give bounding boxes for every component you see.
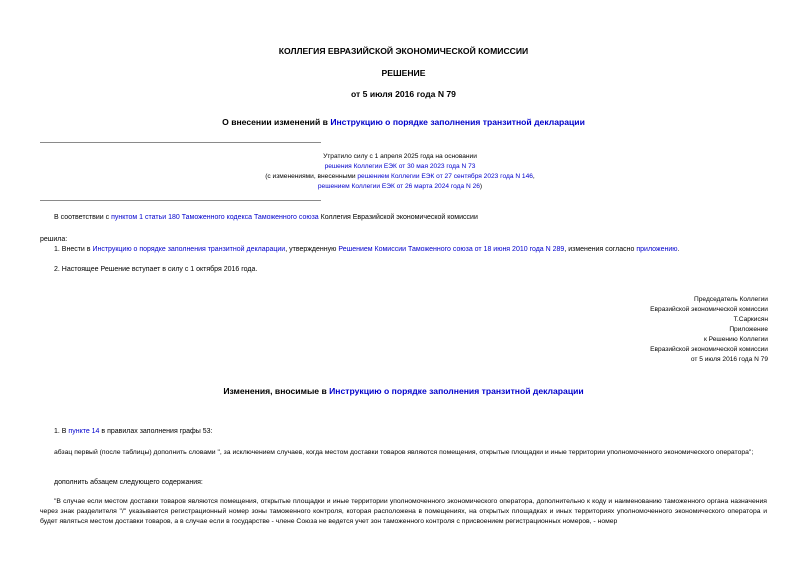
validity-link-1[interactable]: решения Коллегии ЕЭК от 30 мая 2023 года N 73	[324, 163, 476, 170]
annex-p1-link[interactable]: пункте 14	[68, 428, 100, 435]
doc-org: КОЛЛЕГИЯ ЕВРАЗИЙСКОЙ ЭКОНОМИЧЕСКОЙ КОМИССИИ	[278, 46, 529, 56]
item-2: 2. Настоящее Решение вступает в силу с 1 октября 2016 года.	[54, 266, 258, 273]
validity-link-2[interactable]: решением Коллегии ЕЭК от 27 сентября 2023 года N 146	[357, 173, 533, 180]
decided: решила:	[40, 236, 68, 243]
doc-title-prefix: О внесении изменений в	[222, 117, 331, 127]
item-1: 1. Внести в Инструкцию о порядке заполнения транзитной декларации, утвержденную Решением Комиссии Таможенного союза от 18 июня 2010 года N 289, изменения согласно приложению.	[54, 246, 680, 253]
item1-link-instruction[interactable]: Инструкцию о порядке заполнения транзитной декларации	[92, 246, 286, 253]
sig-line6: Евразийской экономической комиссии	[650, 346, 768, 353]
annex-p2: абзац первый (после таблицы) дополнить словами ", за исключением случаев, когда местом доставки товаров являются помещения, открытые площадки и иные территории уполномоченного экономического оператора";	[54, 449, 754, 456]
sig-line4: Приложение	[729, 326, 768, 333]
divider-top	[40, 142, 321, 143]
doc-title	[0, 117, 807, 127]
annex-p1: 1. В пункте 14 в правилах заполнения графы 53:	[54, 428, 213, 435]
annex-p4: "В случае если местом доставки товаров являются помещения, открытые площадки и иные территории уполномоченного экономического оператора, дополнительно к коду и наименованию таможенного органа назначения через знак разделителя "/" указывается регистрационный номер зоны таможенного контроля, которая расположена в помещениях, на открытых площадках и иных территориях уполномоченного экономического оператора и будет являться местом доставки товаров, а в случае если в государстве - члене Союза не ведется учет зон таможенного контроля с присвоением регистрационных номеров, - номер	[40, 498, 767, 525]
item1-link-decision[interactable]: Решением Комиссии Таможенного союза от 18 июня 2010 года N 289	[338, 246, 565, 253]
validity-line3: (с изменениями, внесенными решением Коллегии ЕЭК от 27 сентября 2023 года N 146,	[265, 173, 535, 180]
doc-type: РЕШЕНИЕ	[381, 68, 426, 78]
sig-line3: Т.Саркисян	[733, 316, 768, 323]
preamble: В соответствии с пунктом 1 статьи 180 Таможенного кодекса Таможенного союза Коллегия Евразийской экономической комиссии	[54, 214, 478, 221]
sig-line2: Евразийской экономической комиссии	[650, 306, 768, 313]
sig-line7: от 5 июля 2016 года N 79	[690, 356, 768, 363]
doc-title-link[interactable]: Инструкцию о порядке заполнения транзитной декларации	[330, 117, 585, 127]
validity-note	[200, 152, 600, 192]
validity-line1: Утратило силу с 1 апреля 2025 года на основании	[323, 153, 477, 160]
annex-title-link[interactable]: Инструкцию о порядке заполнения транзитной декларации	[329, 386, 584, 396]
signature-block	[650, 295, 768, 365]
annex-p3: дополнить абзацем следующего содержания:	[54, 479, 203, 486]
doc-date: от 5 июля 2016 года N 79	[351, 89, 456, 99]
validity-line4: решением Коллегии ЕЭК от 26 марта 2024 года N 26)	[317, 183, 483, 190]
divider-bottom	[40, 200, 321, 201]
preamble-link[interactable]: пунктом 1 статьи 180 Таможенного кодекса Таможенного союза	[111, 214, 319, 221]
validity-link-3[interactable]: решением Коллегии ЕЭК от 26 марта 2024 года N 26	[317, 183, 480, 190]
annex-title: Изменения, вносимые в Инструкцию о порядке заполнения транзитной декларации	[223, 386, 584, 396]
validity-line2	[200, 162, 600, 172]
item1-link-annex[interactable]: приложению	[636, 246, 678, 253]
sig-line1: Председатель Коллегии	[694, 296, 768, 303]
sig-line5: к Решению Коллегии	[703, 336, 768, 343]
